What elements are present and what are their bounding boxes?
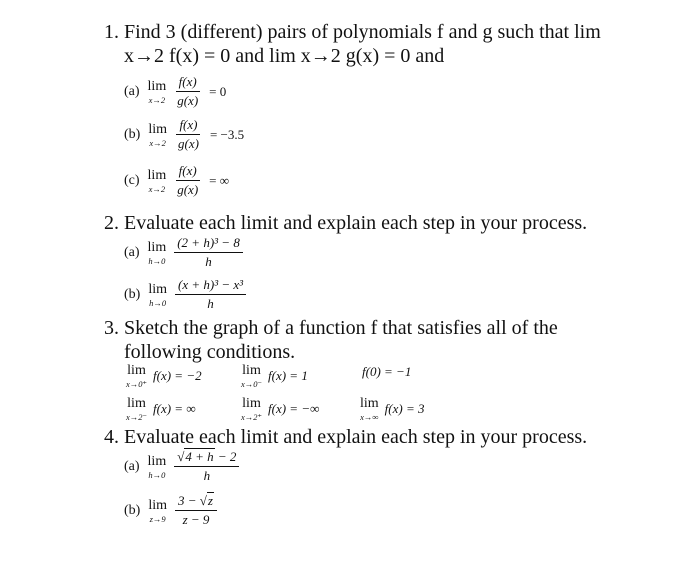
part-label: (b) (124, 126, 141, 142)
condition-expression: f(x) = ∞ (153, 401, 196, 417)
fraction: $\frac{f(x)}{g(x)}$ (177, 74, 199, 109)
limit-operator: lim h→0 (147, 453, 167, 480)
limit-operator: lim x→0⁺ (126, 363, 148, 389)
part-label: (a) (124, 83, 140, 99)
limit-operator: lim h→0 (147, 239, 167, 266)
equals-value: = 0 (209, 83, 227, 99)
fraction: $\frac{√4 + h - 2}{h}$ (174, 450, 239, 484)
fraction: $\frac{\text{(2 + h)³ − 8}}{h}$ (174, 236, 243, 270)
part-label: (c) (124, 172, 140, 188)
equals-value: = −3.5 (209, 126, 245, 142)
limit-operator: lim x→2 (147, 78, 167, 105)
part-label: (b) (124, 502, 141, 518)
numerator: √4 + h − 2 (174, 450, 239, 467)
q3-line2: following conditions. (124, 341, 296, 363)
q1-part-b (124, 118, 244, 152)
q3-line1: 3. Sketch the graph of a function f that satisfies all of the (104, 317, 558, 339)
fraction: $\frac{3 - √z}{z - 9}$ (175, 494, 217, 528)
radical-sign: √ (199, 493, 207, 508)
q1-line2: x→2 f(x) = 0 and lim x→2 g(x) = 0 and (124, 45, 445, 67)
q1-part-c (124, 164, 229, 198)
q4-part-a (124, 450, 243, 484)
q4-line1: 4. Evaluate each limit and explain each step in your process. (104, 426, 588, 448)
limit-operator: lim x→∞ (360, 396, 379, 422)
condition-expression: f(x) = 1 (268, 368, 308, 384)
radicand: 4 + h (185, 449, 214, 464)
numerator: 3 − √z (175, 494, 217, 511)
q2-part-a (124, 236, 247, 270)
q4-part-b (124, 494, 221, 528)
limit-operator: lim x→2⁺ (241, 396, 263, 422)
part-label: (a) (124, 458, 140, 474)
radical-sign: √ (177, 449, 185, 464)
q1-line1: 1. Find 3 (different) pairs of polynomials f and g such that lim (104, 21, 601, 43)
condition-expression: f(x) = −∞ (268, 401, 320, 417)
q2-line1: 2. Evaluate each limit and explain each step in your process. (104, 212, 588, 234)
q3-condition-5 (241, 397, 319, 422)
limit-operator: lim x→2 (147, 167, 167, 194)
limit-operator: lim x→2 (148, 121, 167, 148)
q1-part-a (124, 75, 226, 109)
q3-condition-1 (126, 364, 202, 389)
q3-condition-3 (360, 364, 411, 380)
limit-operator: lim h→0 (148, 281, 167, 308)
limit-operator: lim z→9 (148, 497, 167, 524)
q2-part-b (124, 278, 250, 312)
part-label: (b) (124, 286, 141, 302)
q3-condition-4 (126, 397, 196, 422)
condition-expression: f(0) = −1 (362, 364, 412, 379)
q3-condition-6 (360, 397, 424, 422)
condition-expression: f(x) = −2 (153, 368, 202, 384)
fraction: $\frac{f(x)}{g(x)}$ (177, 163, 199, 198)
fraction: $\frac{f(x)}{g(x)}$ (178, 117, 199, 152)
radicand: z (207, 493, 213, 508)
equals-value: = ∞ (209, 172, 230, 188)
condition-expression: f(x) = 3 (384, 401, 425, 417)
part-label: (a) (124, 244, 140, 260)
fraction: $\frac{\text{(x + h)³ − x³}}{h}$ (175, 278, 246, 312)
q3-condition-2 (241, 364, 308, 389)
limit-operator: lim x→2⁻ (126, 396, 148, 422)
limit-operator: lim x→0⁻ (241, 363, 263, 389)
